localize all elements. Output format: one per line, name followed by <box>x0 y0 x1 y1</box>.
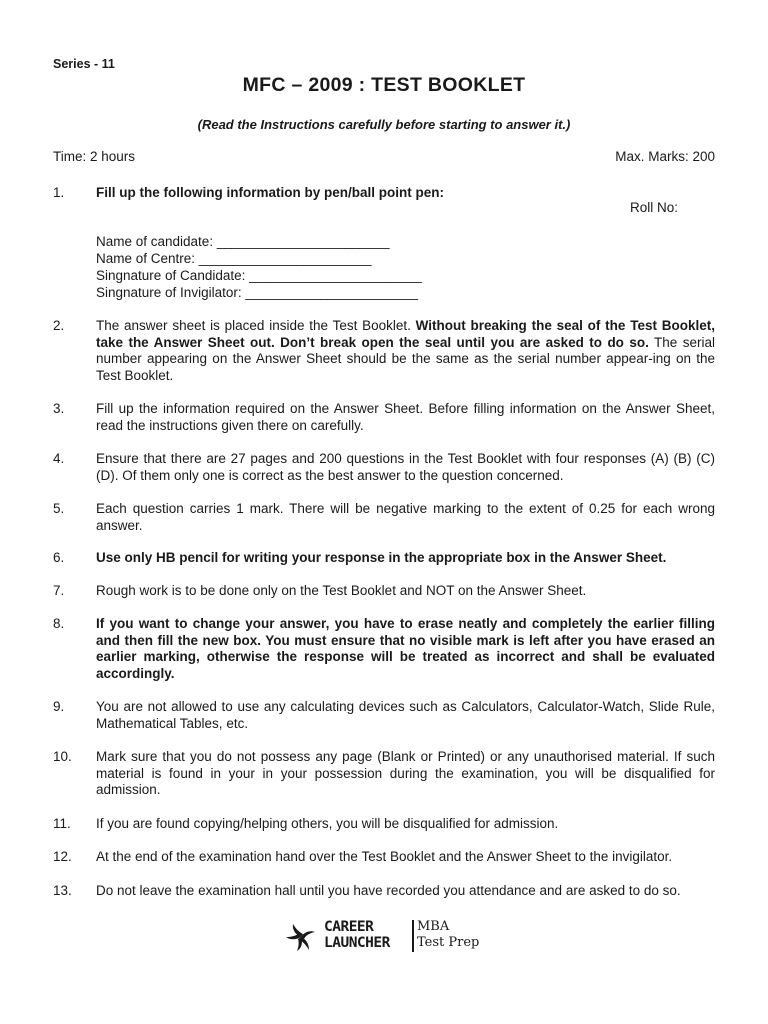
instruction-item-2 <box>53 318 715 386</box>
instruction-text: Use only HB pencil for writing your response in the appropriate box in the Answer Sheet. <box>96 550 667 565</box>
instruction-number: 12. <box>53 849 72 864</box>
time-label: Time: 2 hours <box>53 149 136 164</box>
instruction-text-part: The answer sheet is placed inside the Test Booklet. <box>96 318 416 333</box>
instruction-item-11 <box>53 816 715 834</box>
instruction-text: You are not allowed to use any calculating devices such as Calculators, Calculator-Watch, Slide Rule, Mathematical Tables, etc. <box>96 699 715 731</box>
instruction-number: 5. <box>53 501 65 516</box>
centre-name-field: Name of Centre: _______________________ <box>96 251 372 266</box>
roll-no-label: Roll No: <box>629 200 678 215</box>
instruction-text: Mark sure that you do not possess any page (Blank or Printed) or any unauthorised material. If such material is found in your in your possession during the examination, you will be disqualified for admission. <box>96 749 715 798</box>
instruction-number: 10. <box>53 749 72 764</box>
career-launcher-logo <box>284 917 494 955</box>
logo-tagline <box>417 919 479 951</box>
instruction-text-part: The serial number appearing on the Answer Sheet should be the same as the serial number appear-ing on the Test Booklet. <box>96 334 715 383</box>
instruction-number: 7. <box>53 583 65 598</box>
instruction-item-9 <box>53 699 715 733</box>
instruction-text: Ensure that there are 27 pages and 200 questions in the Test Booklet with four responses (A) (B) (C) (D). Of them only one is correct as the best answer to the question concerned. <box>96 451 715 483</box>
logo-tagline-line-2: Test Prep <box>417 935 480 950</box>
instruction-number: 11. <box>53 816 71 831</box>
instruction-number: 3. <box>53 401 65 416</box>
instruction-item-3 <box>53 401 715 435</box>
instruction-item-4 <box>53 451 715 485</box>
instruction-item-6 <box>53 550 715 568</box>
instruction-text: At the end of the examination hand over the Test Booklet and the Answer Sheet to the invigilator. <box>96 849 673 864</box>
page-title: MFC – 2009 : TEST BOOKLET <box>242 74 526 96</box>
instruction-text: Fill up the information required on the Answer Sheet. Before filling information on the Answer Sheet, read the instructions given there on carefully. <box>96 401 715 433</box>
instruction-text-emphasis: Without breaking the seal of the Test Booklet, take the Answer Sheet out. Don’t break open the seal until you are asked to do so. <box>96 318 715 350</box>
logo-brand-line-2: LAUNCHER <box>324 935 390 951</box>
instruction-item-7 <box>53 583 715 601</box>
instruction-item-8 <box>53 616 715 684</box>
series-label: Series - 11 <box>53 57 115 71</box>
instruction-text: Rough work is to be done only on the Test Booklet and NOT on the Answer Sheet. <box>96 583 587 598</box>
instruction-number: 4. <box>53 451 65 466</box>
logo-brand-text <box>324 919 390 951</box>
instruction-text: Fill up the following information by pen/ball point pen: <box>96 185 444 200</box>
instruction-item-1 <box>53 185 715 203</box>
candidate-name-field: Name of candidate: _______________________ <box>96 234 390 249</box>
logo-brand-line-1: CAREER <box>324 919 374 935</box>
instruction-item-12 <box>53 849 715 867</box>
instruction-number: 9. <box>53 699 65 714</box>
instruction-text: If you want to change your answer, you have to erase neatly and completely the earlier filling and then fill the new box. You must ensure that no visible mark is left after you have erased an earlier marking, otherwise the response will be treated as incorrect and shall be evaluated accordingly. <box>96 616 715 681</box>
instruction-text <box>96 318 715 384</box>
max-marks-label: Max. Marks: 200 <box>615 149 715 164</box>
instruction-number: 6. <box>53 550 65 565</box>
invigilator-signature-field: Singnature of Invigilator: _______________________ <box>96 285 419 300</box>
instruction-item-5 <box>53 501 715 535</box>
instruction-number: 8. <box>53 616 65 631</box>
candidate-signature-field: Singnature of Candidate: _______________________ <box>96 268 422 283</box>
instruction-text: Each question carries 1 mark. There will be negative marking to the extent of 0.25 for each wrong answer. <box>96 501 715 533</box>
career-launcher-swirl-icon <box>284 921 318 953</box>
instruction-number: 13. <box>53 883 72 898</box>
instruction-number: 1. <box>53 185 65 200</box>
instruction-text: Do not leave the examination hall until you have recorded you attendance and are asked to do so. <box>96 883 681 898</box>
logo-divider <box>412 920 414 952</box>
instruction-item-13 <box>53 883 715 901</box>
candidate-info-fields <box>96 233 422 301</box>
instruction-number: 2. <box>53 318 65 333</box>
logo-tagline-line-1: MBA <box>417 919 450 934</box>
page-subtitle: (Read the Instructions carefully before starting to answer it.) <box>197 117 571 132</box>
instruction-text: If you are found copying/helping others, you will be disqualified for admission. <box>96 816 559 831</box>
instruction-item-10 <box>53 749 715 800</box>
